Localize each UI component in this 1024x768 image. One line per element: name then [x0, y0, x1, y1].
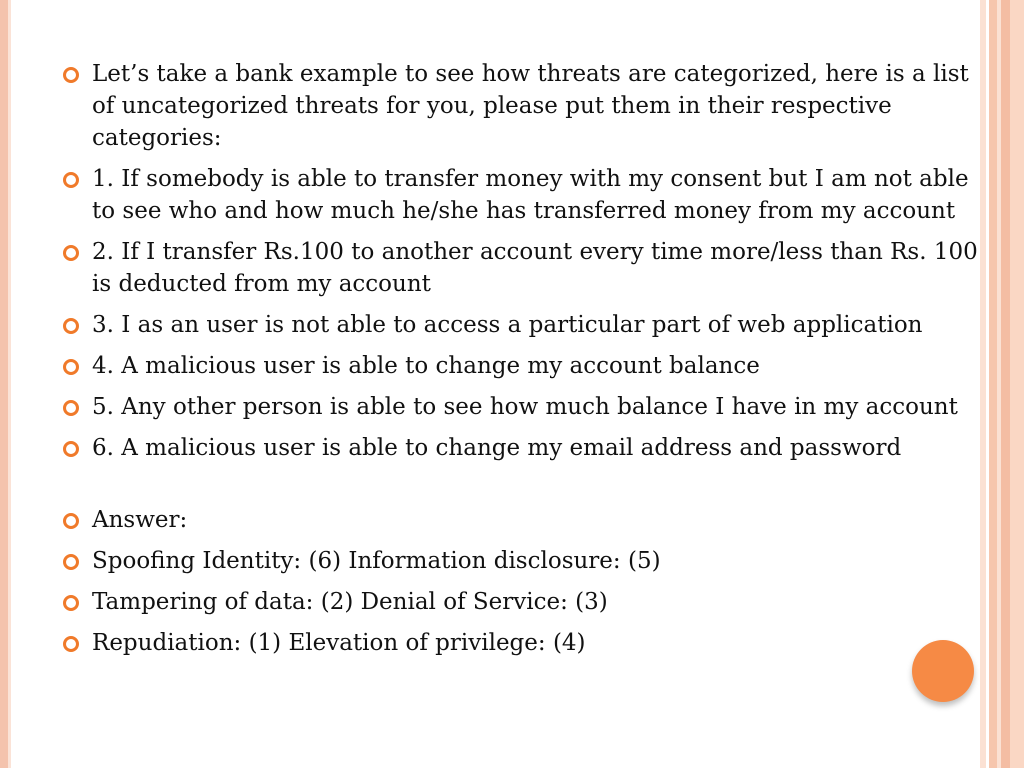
threat-1-text: 1. If somebody is able to transfer money with my consent but I am not able to see who and how much he/she has transferred money from my account — [92, 166, 969, 224]
threat-5-text: 5. Any other person is able to see how much balance I have in my account — [92, 394, 958, 420]
list-item — [60, 163, 980, 227]
ring-bullet-icon — [60, 545, 92, 577]
answer-heading: Answer: — [92, 507, 188, 533]
ring-bullet-icon — [60, 391, 92, 423]
list-item — [60, 627, 980, 659]
ring-bullet-icon — [60, 504, 92, 536]
ring-bullet-icon — [60, 309, 92, 341]
list-item — [60, 391, 980, 423]
ring-bullet-icon — [60, 432, 92, 464]
list-item — [60, 545, 980, 577]
list-item — [60, 58, 980, 154]
threat-4-text: 4. A malicious user is able to change my account balance — [92, 353, 760, 379]
ring-bullet-icon — [60, 58, 92, 90]
list-item — [60, 350, 980, 382]
answer-line-3: Repudiation: (1) Elevation of privilege: (4) — [92, 630, 586, 656]
ring-bullet-icon — [60, 163, 92, 195]
intro-text: Let’s take a bank example to see how threats are categorized, here is a list of uncategorized threats for you, please put them in their respective categories: — [92, 61, 969, 151]
answer-line-1: Spoofing Identity: (6) Information disclosure: (5) — [92, 548, 661, 574]
bullet-list — [60, 58, 980, 659]
list-item — [60, 236, 980, 300]
threat-3-text: 3. I as an user is not able to access a particular part of web application — [92, 312, 923, 338]
ring-bullet-icon — [60, 350, 92, 382]
right-decor-stripe — [989, 0, 997, 768]
left-border-stripe — [0, 0, 8, 768]
list-item — [60, 309, 980, 341]
list-item — [60, 432, 980, 464]
threat-2-text: 2. If I transfer Rs.100 to another account every time more/less than Rs. 100 is deducted from my account — [92, 239, 978, 297]
list-item — [60, 586, 980, 618]
answer-line-2: Tampering of data: (2) Denial of Service: (3) — [92, 589, 608, 615]
right-decor-stripe — [1001, 0, 1010, 768]
ring-bullet-icon — [60, 586, 92, 618]
list-item — [60, 504, 980, 536]
right-decor-stripe — [1010, 0, 1024, 768]
ring-bullet-icon — [60, 627, 92, 659]
left-border-inner-stripe — [8, 0, 11, 768]
ring-bullet-icon — [60, 236, 92, 268]
threat-6-text: 6. A malicious user is able to change my email address and password — [92, 435, 902, 461]
orange-circle-decoration — [912, 640, 974, 702]
